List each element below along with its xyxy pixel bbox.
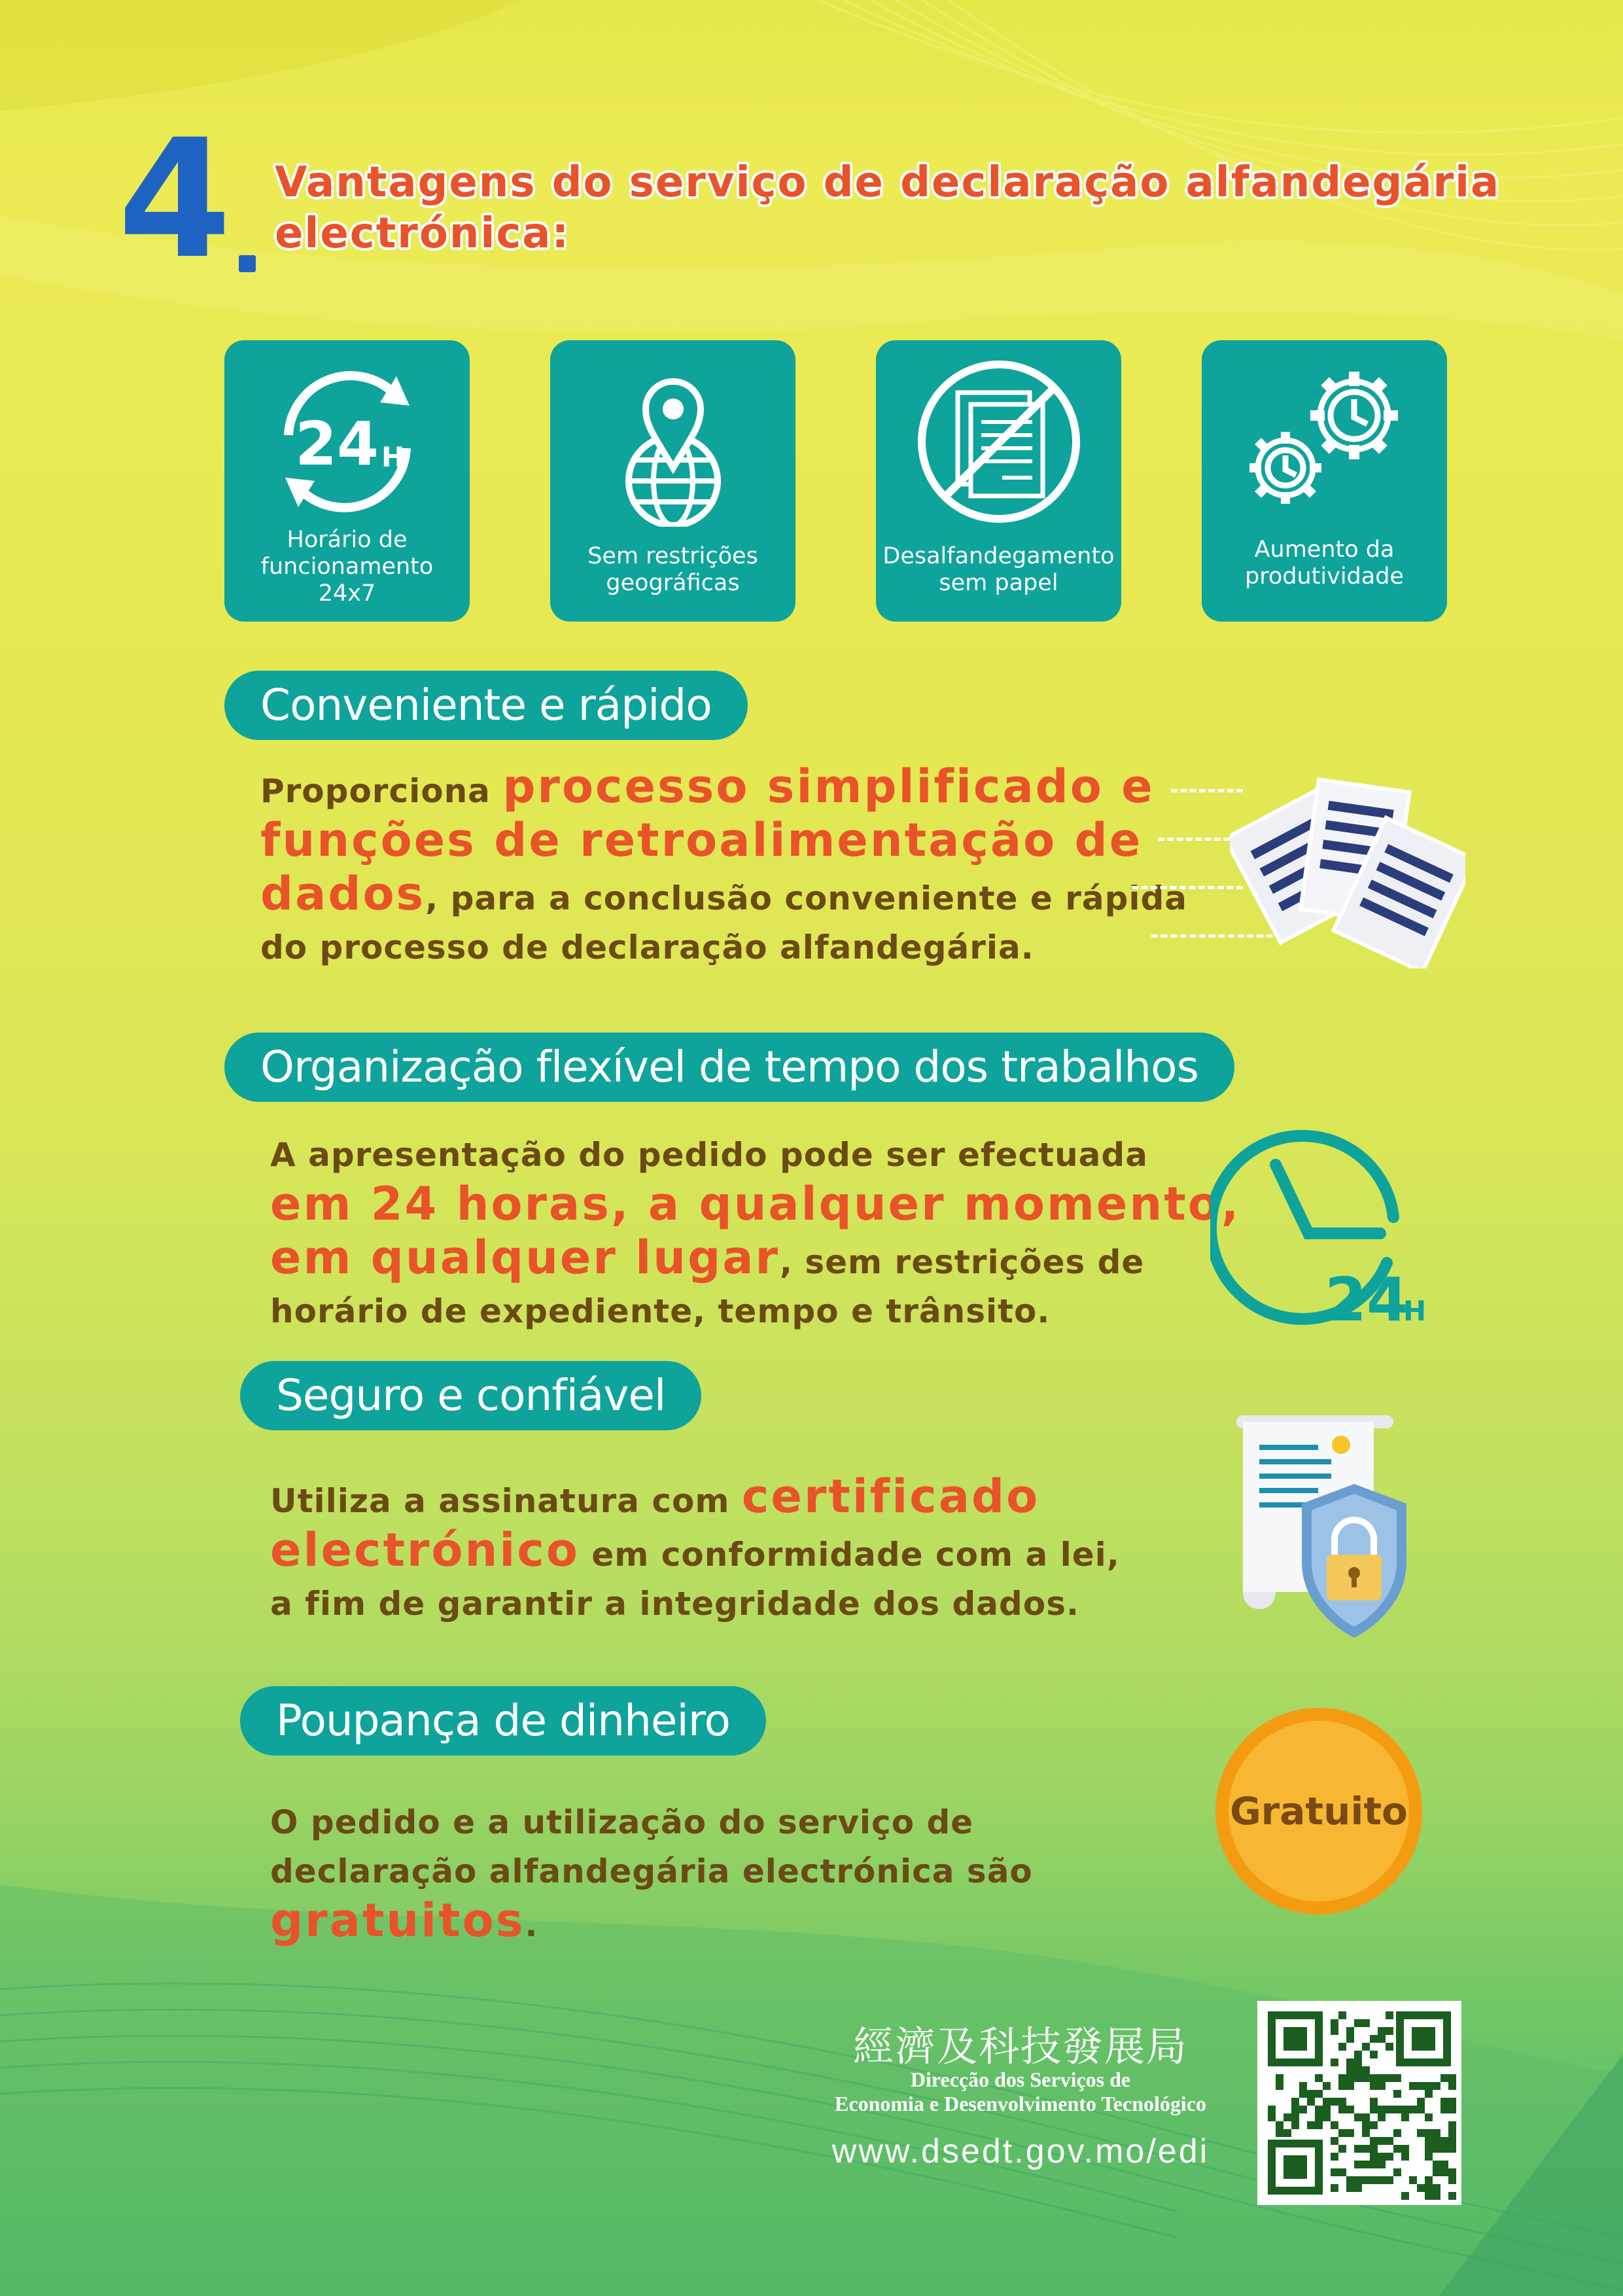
- qr-module: [1378, 2074, 1386, 2082]
- qr-module: [1362, 2161, 1370, 2168]
- qr-module: [1370, 2161, 1378, 2168]
- qr-module: [1393, 2168, 1401, 2176]
- qr-module: [1393, 2145, 1401, 2153]
- qr-module: [1370, 2098, 1378, 2106]
- qr-module: [1378, 2027, 1386, 2035]
- page-title-line2: electrónica:: [275, 209, 570, 258]
- qr-module: [1362, 2074, 1370, 2082]
- qr-module: [1331, 2019, 1338, 2027]
- qr-module: [1338, 2043, 1346, 2051]
- free-coin: [1215, 1708, 1422, 1915]
- qr-module: [1370, 2145, 1378, 2153]
- qr-module: [1370, 2082, 1378, 2090]
- qr-module: [1370, 2035, 1378, 2043]
- qr-module: [1417, 2184, 1425, 2192]
- qr-module: [1409, 2176, 1417, 2184]
- qr-module: [1433, 2145, 1440, 2153]
- qr-module: [1433, 2161, 1440, 2168]
- documents-icon: [1230, 772, 1465, 968]
- qr-module: [1440, 2161, 1448, 2168]
- qr-module: [1425, 2129, 1433, 2137]
- qr-module: [1386, 2011, 1393, 2019]
- qr-module: [1346, 2129, 1354, 2137]
- qr-module: [1425, 2082, 1433, 2090]
- tile-24x7: [224, 340, 470, 622]
- qr-module: [1291, 2106, 1299, 2113]
- qr-module: [1409, 2106, 1417, 2113]
- qr-module: [1291, 2121, 1299, 2129]
- qr-module: [1448, 2129, 1456, 2137]
- qr-module: [1425, 2113, 1433, 2121]
- qr-module: [1362, 2176, 1370, 2184]
- clock-24h-large-icon: [1210, 1125, 1433, 1341]
- coin-label: Gratuito: [1229, 1721, 1409, 1901]
- qr-module: [1448, 2192, 1456, 2200]
- qr-module: [1425, 2145, 1433, 2153]
- qr-module: [1299, 2106, 1307, 2113]
- clock-badge-sub: H: [1403, 1295, 1427, 1327]
- qr-module: [1268, 2106, 1276, 2113]
- qr-module: [1417, 2129, 1425, 2137]
- qr-module: [1354, 2019, 1362, 2027]
- qr-module: [1378, 2161, 1386, 2168]
- qr-module: [1448, 2098, 1456, 2106]
- qr-module: [1393, 2090, 1401, 2098]
- qr-module: [1346, 2074, 1354, 2082]
- qr-module: [1323, 2106, 1331, 2113]
- qr-module: [1417, 2106, 1425, 2113]
- qr-module: [1370, 2121, 1378, 2129]
- qr-module: [1378, 2153, 1386, 2161]
- section-title-convenient: Conveniente e rápido: [224, 671, 748, 740]
- qr-module: [1433, 2184, 1440, 2192]
- qr-module: [1315, 2121, 1323, 2129]
- qr-module: [1354, 2145, 1362, 2153]
- tile-no-geo-restrictions: [550, 340, 795, 622]
- qr-module: [1346, 2027, 1354, 2035]
- qr-module: [1362, 2121, 1370, 2129]
- qr-module: [1283, 2129, 1291, 2137]
- qr-module: [1354, 2176, 1362, 2184]
- qr-module: [1354, 2066, 1362, 2074]
- qr-module: [1338, 2098, 1346, 2106]
- section-number: 4: [118, 104, 225, 294]
- org-name-chinese: 經濟及科技發展局: [852, 2022, 1188, 2070]
- qr-module: [1315, 2113, 1323, 2121]
- qr-module: [1362, 2019, 1370, 2027]
- globe-pin-icon: [595, 357, 752, 527]
- qr-module: [1386, 2074, 1393, 2082]
- qr-module: [1354, 2058, 1362, 2066]
- qr-module: [1307, 2098, 1315, 2106]
- gears-clock-icon: [1233, 360, 1416, 530]
- qr-module: [1346, 2035, 1354, 2043]
- qr-module: [1401, 2145, 1409, 2153]
- tile-24-badge-sub: H: [381, 441, 404, 473]
- clock-badge: 24: [1325, 1265, 1409, 1335]
- qr-module: [1370, 2176, 1378, 2184]
- qr-module: [1268, 2113, 1276, 2121]
- qr-module: [1448, 2082, 1456, 2090]
- qr-module: [1354, 2184, 1362, 2192]
- qr-module: [1338, 2168, 1346, 2176]
- qr-module: [1315, 2090, 1323, 2098]
- qr-module: [1346, 2066, 1354, 2074]
- qr-module: [1323, 2113, 1331, 2121]
- tile-24-badge: 24: [294, 409, 379, 479]
- tile-paperless: [876, 340, 1121, 622]
- qr-module: [1401, 2106, 1409, 2113]
- qr-module: [1378, 2137, 1386, 2145]
- section-number-dot: [239, 255, 256, 272]
- qr-module: [1440, 2106, 1448, 2113]
- page-title: [275, 157, 1518, 259]
- qr-module: [1440, 2145, 1448, 2153]
- tile-label: Aumento da produtividade: [1245, 537, 1404, 590]
- qr-module: [1307, 2121, 1315, 2129]
- section-text-convenient: Proporciona processo simplificado e funções de retroalimentação de dados, para a conclusão conveniente e rápida do processo de declaração alfandegária.: [260, 760, 1188, 966]
- qr-code-image: [1257, 2001, 1461, 2205]
- org-name-pt-line1: Direcção dos Serviços de: [910, 2068, 1131, 2091]
- page-title-line1: Vantagens do serviço de declaração alfandegária: [275, 158, 1501, 207]
- qr-module: [1440, 2168, 1448, 2176]
- qr-module: [1425, 2090, 1433, 2098]
- qr-module: [1386, 2176, 1393, 2184]
- qr-module: [1393, 2129, 1401, 2137]
- org-name-pt-line2: Economia e Desenvolvimento Tecnológico: [835, 2092, 1206, 2115]
- qr-module: [1425, 2184, 1433, 2192]
- qr-module: [1338, 2106, 1346, 2113]
- qr-code[interactable]: [1257, 2001, 1461, 2205]
- qr-module: [1393, 2074, 1401, 2082]
- qr-module: [1378, 2082, 1386, 2090]
- qr-module: [1378, 2176, 1386, 2184]
- qr-module: [1448, 2121, 1456, 2129]
- qr-module: [1346, 2058, 1354, 2066]
- clock-24h-icon: [262, 357, 432, 527]
- qr-module: [1276, 2121, 1283, 2129]
- qr-module: [1338, 2082, 1346, 2090]
- qr-module: [1433, 2082, 1440, 2090]
- qr-module: [1354, 2051, 1362, 2058]
- qr-module: [1276, 2074, 1283, 2082]
- qr-module: [1401, 2153, 1409, 2161]
- qr-module: [1370, 2051, 1378, 2058]
- qr-module: [1315, 2106, 1323, 2113]
- tile-productivity: [1202, 340, 1447, 622]
- qr-module: [1331, 2168, 1338, 2176]
- qr-module: [1378, 2106, 1386, 2113]
- section-title-flexible: Organização flexível de tempo dos trabalhos: [224, 1033, 1234, 1102]
- qr-module: [1299, 2082, 1307, 2090]
- qr-module: [1338, 2145, 1346, 2153]
- qr-module: [1291, 2098, 1299, 2106]
- qr-module: [1425, 2137, 1433, 2145]
- qr-module: [1370, 2074, 1378, 2082]
- qr-module: [1362, 2129, 1370, 2137]
- section-text-flexible: A apresentação do pedido pode ser efectuada em 24 horas, a qualquer momento, em qualquer lugar, sem restrições de horário de expediente, tempo e trânsito.: [270, 1136, 1241, 1330]
- qr-module: [1401, 2192, 1409, 2200]
- qr-module: [1386, 2153, 1393, 2161]
- qr-module: [1425, 2153, 1433, 2161]
- qr-module: [1331, 2058, 1338, 2066]
- qr-module: [1362, 2113, 1370, 2121]
- section-text-secure: Utiliza a assinatura com certificado electrónico em conformidade com a lei, a fim de garantir a integridade dos dados.: [270, 1470, 1120, 1623]
- qr-module: [1409, 2082, 1417, 2090]
- qr-module: [1433, 2137, 1440, 2145]
- speed-dash: [1158, 838, 1230, 841]
- qr-module: [1323, 2098, 1331, 2106]
- website-link[interactable]: www.dsedt.gov.mo/edi: [831, 2132, 1210, 2170]
- qr-module: [1433, 2192, 1440, 2200]
- qr-module: [1346, 2106, 1354, 2113]
- qr-module: [1338, 2129, 1346, 2137]
- qr-module: [1448, 2176, 1456, 2184]
- qr-module: [1417, 2098, 1425, 2106]
- qr-module: [1323, 2082, 1331, 2090]
- qr-module: [1370, 2153, 1378, 2161]
- qr-module: [1338, 2074, 1346, 2082]
- qr-module: [1307, 2090, 1315, 2098]
- tile-label: Sem restrições geográficas: [587, 543, 758, 596]
- qr-module: [1386, 2043, 1393, 2051]
- qr-module: [1425, 2192, 1433, 2200]
- qr-module: [1299, 2090, 1307, 2098]
- qr-module: [1386, 2027, 1393, 2035]
- qr-module: [1417, 2082, 1425, 2090]
- qr-module: [1346, 2184, 1354, 2192]
- qr-module: [1378, 2113, 1386, 2121]
- qr-module: [1448, 2168, 1456, 2176]
- qr-module: [1291, 2113, 1299, 2121]
- qr-module: [1448, 2137, 1456, 2145]
- no-paper-icon: [911, 353, 1087, 530]
- qr-module: [1362, 2043, 1370, 2051]
- tile-label: Desalfandegamento sem papel: [882, 543, 1115, 596]
- qr-module: [1346, 2176, 1354, 2184]
- qr-module: [1331, 2121, 1338, 2129]
- qr-module: [1331, 2184, 1338, 2192]
- speed-dash: [1132, 886, 1243, 889]
- qr-module: [1448, 2106, 1456, 2113]
- section-title-secure: Seguro e confiável: [240, 1361, 701, 1430]
- qr-module: [1433, 2168, 1440, 2176]
- qr-module: [1354, 2161, 1362, 2168]
- qr-module: [1283, 2113, 1291, 2121]
- qr-module: [1401, 2113, 1409, 2121]
- qr-module: [1331, 2153, 1338, 2161]
- qr-module: [1440, 2137, 1448, 2145]
- qr-module: [1440, 2074, 1448, 2082]
- qr-module: [1331, 2027, 1338, 2035]
- qr-module: [1448, 2074, 1456, 2082]
- qr-module: [1276, 2082, 1283, 2090]
- qr-module: [1346, 2082, 1354, 2090]
- qr-module: [1331, 2137, 1338, 2145]
- qr-module: [1440, 2098, 1448, 2106]
- qr-module: [1386, 2106, 1393, 2113]
- qr-module: [1425, 2176, 1433, 2184]
- qr-module: [1362, 2145, 1370, 2153]
- qr-module: [1378, 2035, 1386, 2043]
- section-title-saving: Poupança de dinheiro: [240, 1686, 766, 1756]
- qr-module: [1331, 2098, 1338, 2106]
- qr-module: [1362, 2066, 1370, 2074]
- qr-module: [1276, 2129, 1283, 2137]
- qr-module: [1370, 2106, 1378, 2113]
- qr-module: [1338, 2011, 1346, 2019]
- section-text-saving: O pedido e a utilização do serviço de declaração alfandegária electrónica são gratuitos.: [270, 1803, 1033, 1947]
- qr-module: [1386, 2137, 1393, 2145]
- qr-module: [1354, 2074, 1362, 2082]
- qr-module: [1433, 2129, 1440, 2137]
- qr-module: [1448, 2145, 1456, 2153]
- qr-module: [1315, 2074, 1323, 2082]
- certificate-lock-icon: [1223, 1412, 1420, 1641]
- qr-module: [1370, 2137, 1378, 2145]
- qr-module: [1354, 2113, 1362, 2121]
- tile-label: Horário de funcionamento 24x7: [260, 527, 434, 607]
- qr-module: [1393, 2106, 1401, 2113]
